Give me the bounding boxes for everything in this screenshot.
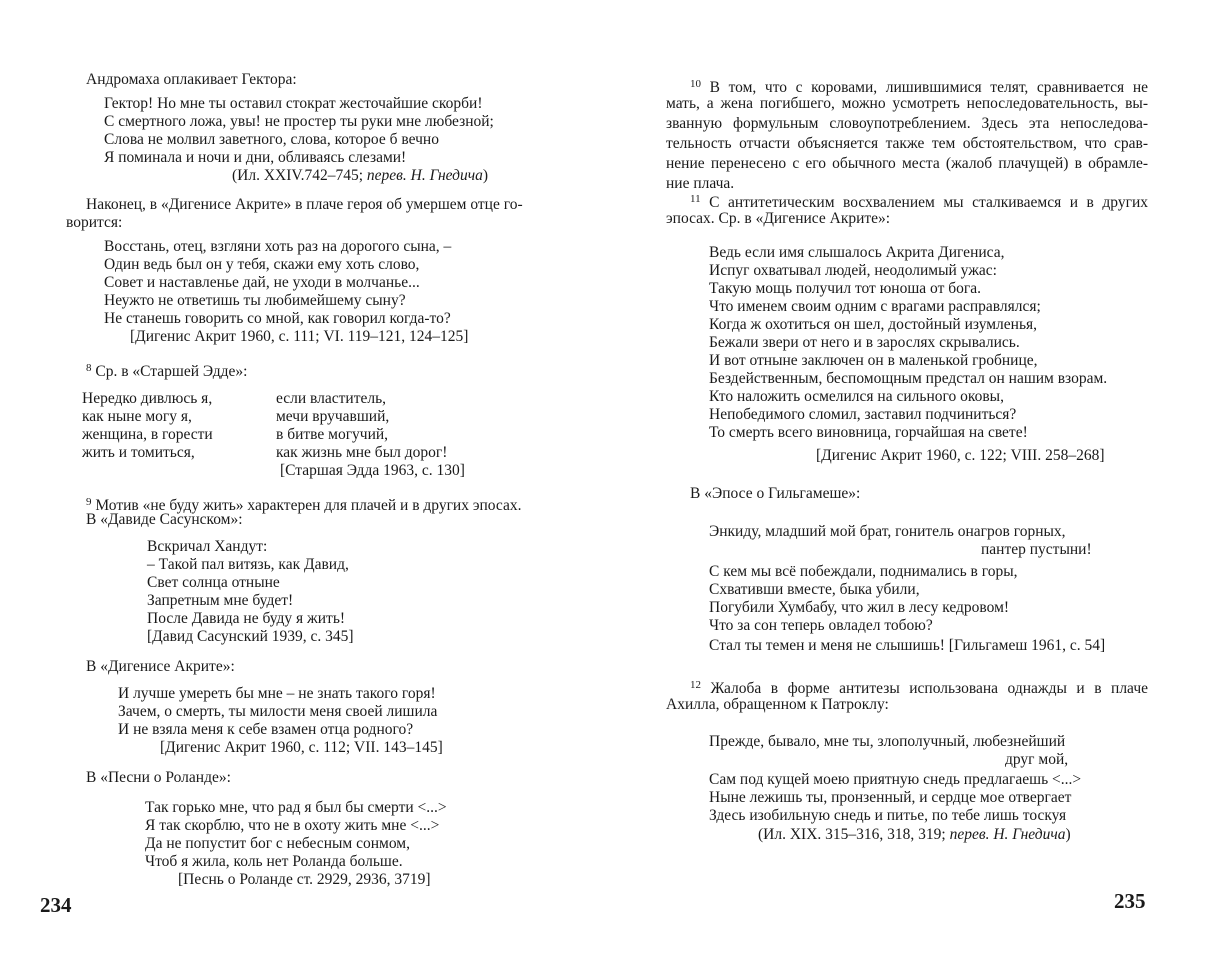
verse-line: Да не попустит бог с небесным сонмом, <box>145 835 410 852</box>
citation: [Давид Сасунский 1939, с. 345] <box>147 628 354 645</box>
verse-line: как ныне могу я, <box>82 408 192 425</box>
verse-line: Запретным мне будет! <box>147 592 294 609</box>
citation: [Дигенис Акрит 1960, с. 122; VIII. 258–268] <box>816 447 1105 464</box>
text-line: мать, а жена погибшего, можно усмотреть непоследовательность, вы- <box>666 95 1148 112</box>
verse-line: Слова не молвил заветного, слова, которое б вечно <box>104 131 439 148</box>
verse-line: в битве могучий, <box>276 426 389 443</box>
verse-line: Вскричал Хандут: <box>147 538 268 555</box>
verse-line: То смерть всего виновница, горчайшая на свете! <box>709 424 1028 441</box>
text-line: ворится: <box>66 214 123 231</box>
verse-line: Неужто не ответишь ты любимейшему сыну? <box>104 292 406 309</box>
verse-line: Свет солнца отныне <box>147 574 280 591</box>
text-line: Андромаха оплакивает Гектора: <box>86 71 297 88</box>
verse-line: Когда ж охотиться он шел, достойный изумленья, <box>709 316 1038 333</box>
verse-line: Не станешь говорить со мной, как говорил когда-то? <box>104 310 451 327</box>
text-line: нение перенесено с его обычного места (жалоб плачущей) в обрамле- <box>666 155 1148 172</box>
footnote-line: $^{11}$ С антитетическим восхвалением мы сталкиваемся и в других <box>690 193 1148 211</box>
verse-line: Испуг охватывал людей, неодолимый ужас: <box>709 262 997 279</box>
citation: (Ил. XIX. 315–316, 318, 319; перев. Н. Гнедича) <box>758 826 1071 843</box>
verse-line: И вот отныне заключен он в маленькой гробнице, <box>709 352 1038 369</box>
footnote-number: 8 <box>86 362 92 374</box>
verse-line: Здесь изобильную снедь и питье, по тебе лишь тоскуя <box>709 807 1067 824</box>
text-line: В «Давиде Сасунском»: <box>86 511 243 528</box>
verse-line: Восстань, отец, взгляни хоть раз на дорогого сына, – <box>104 238 452 255</box>
citation: (Ил. XXIV.742–745; перев. Н. Гнедича) <box>232 167 489 184</box>
citation: [Старшая Эдда 1963, с. 130] <box>280 462 465 479</box>
verse-line: С кем мы всё побеждали, поднимались в горы, <box>709 563 1018 580</box>
verse-line: как жизнь мне был дорог! <box>276 444 448 461</box>
right-page <box>604 0 1207 955</box>
verse-line: – Такой пал витязь, как Давид, <box>147 556 349 573</box>
verse-line: Ведь если имя слышалось Акрита Дигениса, <box>709 244 1005 261</box>
footnote-line: $^8$ Ср. в «Старшей Эдде»: <box>86 362 248 380</box>
text-line: Ахилла, обращенном к Патроклу: <box>666 696 889 713</box>
verse-line: Гектор! Но мне ты оставил стократ жесточайшие скорби! <box>104 95 483 112</box>
footnote-line: $^{10}$ В том, что с коровами, лишившимися телят, сравнивается не <box>690 78 1148 96</box>
verse-line: Чтоб я жила, коль нет Роланда больше. <box>145 853 403 870</box>
verse-line: Схвативши вместе, быка убили, <box>709 581 920 598</box>
footnote-line: $^{12}$ Жалоба в форме антитезы использована однажды и в плаче <box>690 679 1148 697</box>
footnote-number: 10 <box>690 78 701 90</box>
citation: [Дигенис Акрит 1960, с. 111; VI. 119–121, 124–125] <box>130 328 469 345</box>
verse-line: Так горько мне, что рад я был бы смерти <...> <box>145 799 447 816</box>
text-line: В «Эпосе о Гильгамеше»: <box>690 485 861 502</box>
verse-line: Что именем своим одним с врагами расправлялся; <box>709 298 1041 315</box>
verse-line: Погубили Хумбабу, что жил в лесу кедровом! <box>709 599 1010 616</box>
verse-line: друг мой, <box>1005 751 1069 768</box>
footnote-number: 11 <box>690 193 701 205</box>
verse-line: пантер пустыни! <box>981 541 1092 558</box>
page-number: 235 <box>1114 889 1146 913</box>
verse-line: если властитель, <box>276 390 387 407</box>
citation: [Дигенис Акрит 1960, с. 112; VII. 143–145] <box>160 739 443 756</box>
verse-line: Бежали звери от него и в зарослях скрывались. <box>709 334 1020 351</box>
verse-line: После Давида не буду я жить! <box>147 610 346 627</box>
text-line: В «Дигенисе Акрите»: <box>86 658 235 675</box>
text-line: Наконец, в «Дигенисе Акрите» в плаче героя об умершем отце го- <box>86 196 523 213</box>
footnote-number: 12 <box>690 679 701 691</box>
verse-line: И лучше умереть бы мне – не знать такого горя! <box>118 685 436 702</box>
verse-line: Стал ты темен и меня не слышишь! [Гильгамеш 1961, с. 54] <box>709 637 1106 654</box>
text-line: тельность отчасти объясняется также тем обстоятельством, что срав- <box>666 135 1148 152</box>
verse-line: Бездейственным, беспомощным предстал он нашим взорам. <box>709 370 1108 387</box>
verse-line: Ныне лежишь ты, пронзенный, и сердце мое отвергает <box>709 789 1072 806</box>
verse-line: Непобедимого сломил, заставил подчиниться? <box>709 406 1017 423</box>
text-line: эпосах. Ср. в «Дигенисе Акрите»: <box>666 210 891 227</box>
footnote-line: $^9$ Мотив «не буду жить» характерен для плачей и в других эпосах. <box>86 496 522 514</box>
text-line: званную формульным словоупотреблением. Здесь эта непоследова- <box>666 115 1148 132</box>
footnote-number: 9 <box>86 496 92 508</box>
verse-line: И не взяла меня к себе взамен отца родного? <box>118 721 414 738</box>
text-line: ние плача. <box>666 175 735 192</box>
citation: [Песнь о Роланде ст. 2929, 2936, 3719] <box>178 871 431 888</box>
verse-line: Один ведь был он у тебя, скажи ему хоть слово, <box>104 256 420 273</box>
text-line: В «Песни о Роланде»: <box>86 769 231 786</box>
verse-line: Совет и наставленье дай, не уходи в молчанье... <box>104 274 420 291</box>
verse-line: С смертного ложа, увы! не простер ты руки мне любезной; <box>104 113 494 130</box>
verse-line: жить и томиться, <box>82 444 195 461</box>
verse-line: Зачем, о смерть, ты милости меня своей лишила <box>118 703 438 720</box>
verse-line: мечи вручавший, <box>276 408 390 425</box>
verse-line: Энкиду, младший мой брат, гонитель онагров горных, <box>709 523 1066 540</box>
verse-line: Нередко дивлюсь я, <box>82 390 213 407</box>
verse-line: Я так скорблю, что не в охоту жить мне <...> <box>145 817 440 834</box>
verse-line: Я поминала и ночи и дни, обливаясь слезами! <box>104 149 407 166</box>
verse-line: Такую мощь получил тот юноша от бога. <box>709 280 981 297</box>
verse-line: Кто наложить осмелился на сильного оковы, <box>709 388 1004 405</box>
verse-line: Прежде, бывало, мне ты, злополучный, любезнейший <box>709 733 1066 750</box>
page-number: 234 <box>40 893 72 917</box>
verse-line: Что за сон теперь овладел тобою? <box>709 617 933 634</box>
verse-line: Сам под кущей моею приятную снедь предлагаешь <...> <box>709 771 1082 788</box>
verse-line: женщина, в горести <box>82 426 213 443</box>
